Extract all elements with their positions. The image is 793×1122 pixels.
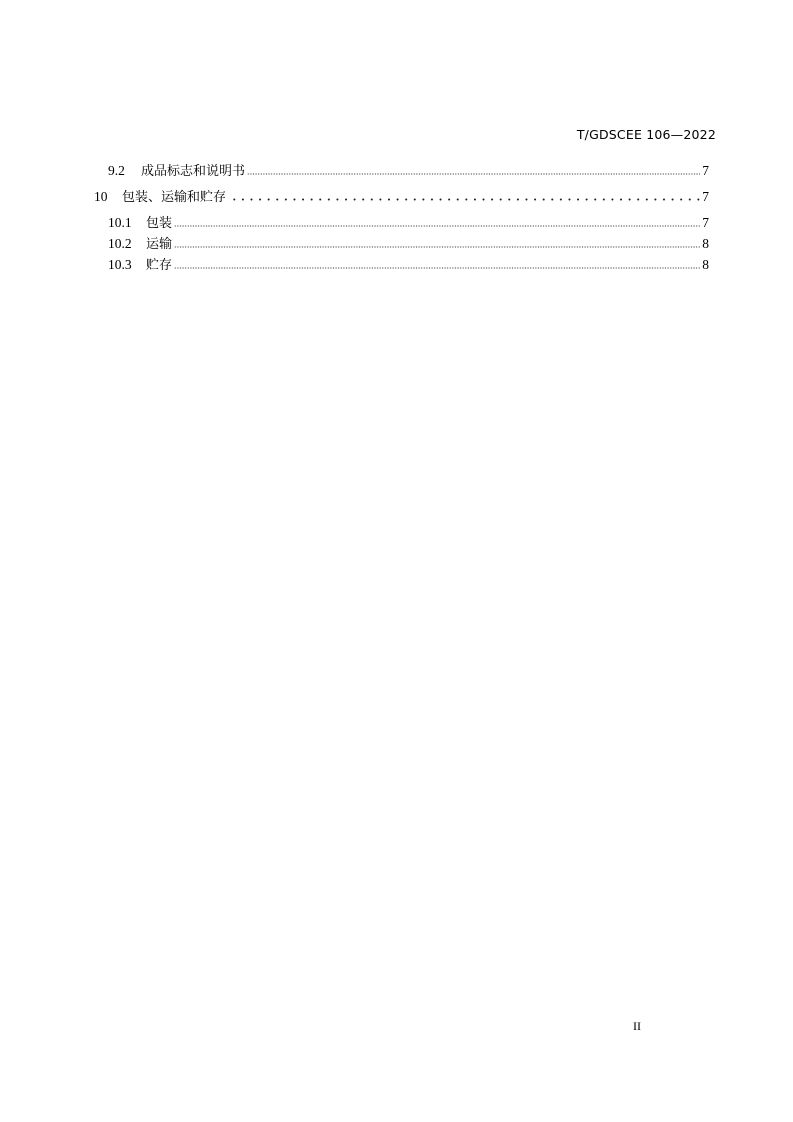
toc-entry-number: 10 (94, 189, 108, 204)
toc-entry-number: 10.3 (108, 257, 132, 272)
toc-entry-10-1[interactable] (108, 214, 709, 233)
toc-leader-dots (247, 163, 700, 175)
toc-entry-page: 7 (702, 163, 709, 178)
toc-entry-9-2[interactable] (108, 162, 709, 181)
document-code-header: T/GDSCEE 106—2022 (576, 127, 716, 142)
toc-entry-page: 7 (702, 189, 709, 204)
toc-entry-page: 8 (702, 236, 709, 251)
toc-leader-dots (174, 215, 700, 227)
page-number: II (633, 1019, 641, 1033)
toc-entry-number: 10.1 (108, 215, 132, 230)
toc-entry-10[interactable] (94, 188, 709, 207)
toc-entry-page: 7 (702, 215, 709, 230)
toc-entry-number: 9.2 (108, 163, 125, 178)
toc-entry-title: 贮存 (146, 258, 173, 273)
toc-entry-page: 8 (702, 257, 709, 272)
toc-entry-10-3[interactable] (108, 256, 709, 275)
toc-leader-dots (174, 236, 700, 248)
toc-entry-title: 成品标志和说明书 (141, 164, 246, 179)
toc-leader-dots (174, 257, 700, 269)
toc-entry-number: 10.2 (108, 236, 132, 251)
toc-entry-10-2[interactable] (108, 235, 709, 254)
toc-entry-title: 运输 (146, 237, 173, 252)
toc-entry-title: 包装、运输和贮存 (122, 190, 227, 205)
toc-leader-dots (228, 189, 700, 201)
toc-entry-title: 包装 (146, 216, 173, 231)
